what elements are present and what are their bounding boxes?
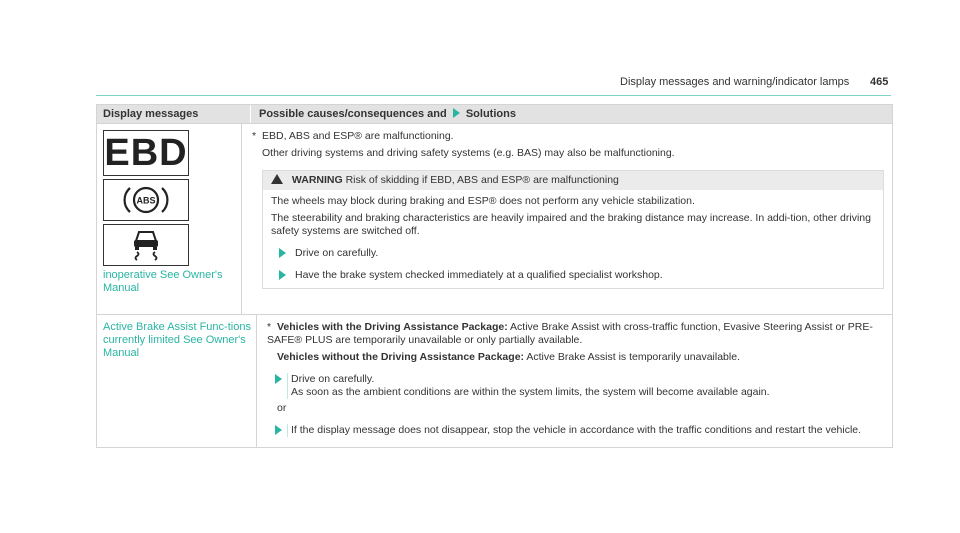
col-causes-solutions bbox=[251, 105, 892, 123]
step-subtext: As soon as the ambient conditions are within the system limits, the system will become available again. bbox=[291, 386, 770, 398]
warning-title: Risk of skidding if EBD, ABS and ESP® are malfunctioning bbox=[345, 174, 619, 186]
step-text: Have the brake system checked immediately at a qualified specialist workshop. bbox=[295, 269, 663, 281]
step-text: Drive on carefully. bbox=[291, 373, 375, 385]
row2-p1-bold: Vehicles with the Driving Assistance Package: bbox=[277, 321, 508, 333]
row1-star-line: EBD, ABS and ESP® are malfunctioning. bbox=[262, 130, 454, 142]
row2-solutions-cell: * Vehicles with the Driving Assistance Package: Active Brake Assist with cross-traffic function, Evasive Steering Assist or PRE-SAFE® PLUS are temporarily unavailable or only partially available. Vehicles without the Driving Assistance Package: Active Brake Assist is temporarily unavailable. Drive on carefully. As soon as the ambient conditions are within the system limits, the system will become available again. or If the display message does not disappear, stop the vehicle in accordance with the traffic conditions and restart the vehicle. bbox=[257, 315, 892, 447]
row2-p2-bold: Vehicles without the Driving Assistance Package: bbox=[277, 351, 525, 363]
ebd-warning-icon: EBD bbox=[103, 130, 189, 176]
warning-paragraph-1: The wheels may block during braking and ESP® does not perform any vehicle stabilization. bbox=[271, 195, 695, 207]
svg-text:ABS: ABS bbox=[136, 195, 156, 206]
arrow-icon bbox=[279, 248, 286, 258]
col-solutions-label: Solutions bbox=[465, 108, 516, 120]
row2-display-cell bbox=[97, 315, 257, 447]
row2-step-1 bbox=[267, 373, 884, 399]
warning-header bbox=[263, 171, 883, 190]
row2-message-text: Active Brake Assist Func-tions currently limited See Owner's Manual bbox=[103, 321, 251, 359]
arrow-icon bbox=[453, 108, 460, 118]
step-bar bbox=[287, 373, 288, 399]
row2-step-2 bbox=[267, 424, 884, 437]
skid-icon-graphic bbox=[126, 226, 166, 264]
abs-warning-icon bbox=[103, 179, 189, 221]
row2-p1-text: Active Brake Assist with cross-traffic function, Evasive Steering Assist or PRE-SAFE® PLUS are temporarily unavailable or only partially available. bbox=[267, 321, 873, 346]
page-number: 465 bbox=[870, 76, 889, 88]
warning-label: WARNING bbox=[291, 174, 343, 186]
warning-step-1 bbox=[271, 247, 875, 260]
step-text: Drive on carefully. bbox=[295, 247, 379, 259]
row1-message-text: inoperative See Owner's Manual bbox=[103, 269, 223, 294]
warning-box bbox=[262, 170, 884, 289]
abs-icon-graphic bbox=[116, 182, 176, 218]
col-display-messages: Display messages bbox=[97, 105, 251, 123]
step-bar bbox=[287, 424, 288, 437]
warning-body bbox=[263, 190, 883, 288]
row2-or: or bbox=[277, 402, 287, 414]
skidding-car-icon bbox=[103, 224, 189, 266]
row1-other-line: Other driving systems and driving safety systems (e.g. BAS) may also be malfunctioning. bbox=[262, 147, 675, 159]
row1-display-cell bbox=[97, 124, 242, 314]
header-divider bbox=[96, 95, 891, 96]
arrow-icon bbox=[279, 270, 286, 280]
table-row bbox=[97, 314, 892, 447]
row2-p2-text: Active Brake Assist is temporarily unavailable. bbox=[526, 351, 740, 363]
arrow-icon bbox=[275, 425, 282, 435]
table-header bbox=[97, 105, 892, 123]
row1-solutions-cell: * EBD, ABS and ESP® are malfunctioning. Other driving systems and driving safety systems (e.g. BAS) may also be malfunctioning. WARNING Risk of skidding if EBD, ABS and ESP® are malfunctioning The wheels may block during braking and ESP® does not perform any vehicle stabilization. The steerability and braking characteristics are heavily impaired and the braking distance may increase. In addi-tion, other driving safety systems are switched off. Drive on carefully. Have the brake system checked immediately at a qualified specialist workshop. bbox=[242, 124, 892, 314]
arrow-icon bbox=[275, 374, 282, 384]
step-text: If the display message does not disappear, stop the vehicle in accordance with the traffic conditions and restart the vehicle. bbox=[291, 424, 862, 436]
col-causes-label: Possible causes/consequences and bbox=[259, 108, 447, 120]
table-row bbox=[97, 123, 892, 314]
warning-step-2 bbox=[271, 269, 875, 282]
messages-table bbox=[96, 104, 893, 448]
warning-triangle-icon bbox=[271, 174, 283, 184]
header-title: Display messages and warning/indicator lamps bbox=[620, 76, 850, 88]
warning-paragraph-2: The steerability and braking characteristics are heavily impaired and the braking distance may increase. In addi-tion, other driving safety systems are switched off. bbox=[271, 212, 871, 237]
